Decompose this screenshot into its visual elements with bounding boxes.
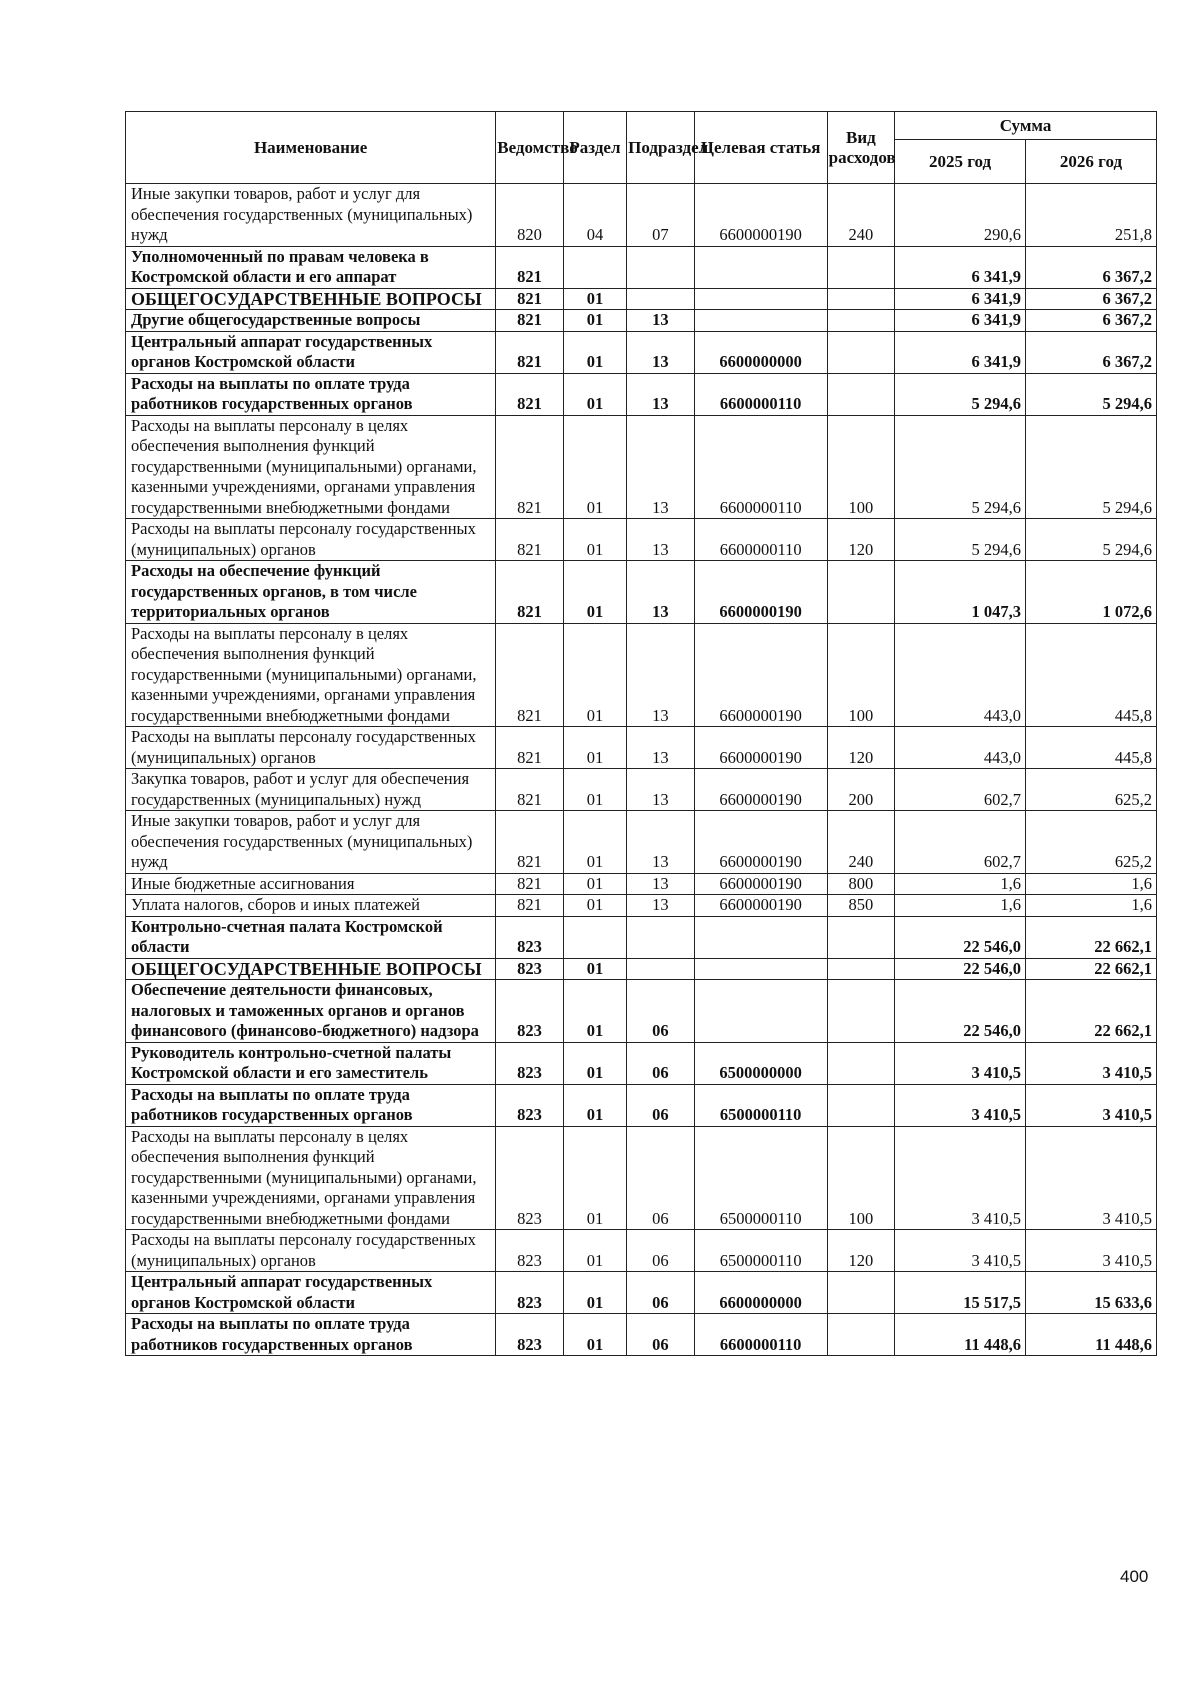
cell-vedomstvo: 821 — [496, 373, 564, 415]
cell-vedomstvo: 823 — [496, 916, 564, 958]
cell-vedomstvo: 821 — [496, 769, 564, 811]
cell-vid-raskhodov: 120 — [827, 727, 895, 769]
cell-tselevaya-statya: 6600000110 — [694, 373, 827, 415]
cell-podrazdel: 06 — [627, 1272, 695, 1314]
cell-vid-raskhodov: 850 — [827, 895, 895, 917]
cell-tselevaya-statya — [694, 980, 827, 1043]
cell-razdel: 01 — [563, 1084, 626, 1126]
table-row — [126, 811, 1157, 874]
table-row — [126, 310, 1157, 332]
cell-sum-2026: 3 410,5 — [1026, 1084, 1157, 1126]
cell-sum-2025: 1,6 — [895, 873, 1026, 895]
cell-tselevaya-statya: 6500000110 — [694, 1126, 827, 1230]
cell-tselevaya-statya: 6600000190 — [694, 561, 827, 624]
cell-razdel: 01 — [563, 561, 626, 624]
cell-tselevaya-statya: 6600000190 — [694, 811, 827, 874]
cell-vedomstvo: 821 — [496, 246, 564, 288]
cell-sum-2025: 6 341,9 — [895, 246, 1026, 288]
cell-razdel: 01 — [563, 310, 626, 332]
cell-name: Другие общегосударственные вопросы — [126, 310, 496, 332]
cell-vedomstvo: 823 — [496, 1084, 564, 1126]
cell-tselevaya-statya: 6600000110 — [694, 415, 827, 519]
cell-vedomstvo: 821 — [496, 623, 564, 727]
cell-tselevaya-statya: 6600000110 — [694, 519, 827, 561]
table-row — [126, 184, 1157, 247]
cell-podrazdel: 13 — [627, 373, 695, 415]
cell-razdel: 01 — [563, 623, 626, 727]
cell-sum-2026: 5 294,6 — [1026, 415, 1157, 519]
table-row — [126, 980, 1157, 1043]
cell-podrazdel: 06 — [627, 1230, 695, 1272]
cell-razdel: 01 — [563, 1230, 626, 1272]
cell-razdel: 01 — [563, 873, 626, 895]
table-row — [126, 769, 1157, 811]
cell-sum-2026: 5 294,6 — [1026, 519, 1157, 561]
cell-tselevaya-statya — [694, 310, 827, 332]
cell-podrazdel: 13 — [627, 873, 695, 895]
cell-sum-2025: 1 047,3 — [895, 561, 1026, 624]
cell-podrazdel: 13 — [627, 727, 695, 769]
cell-razdel: 01 — [563, 288, 626, 310]
cell-sum-2025: 3 410,5 — [895, 1230, 1026, 1272]
cell-razdel: 01 — [563, 769, 626, 811]
cell-vedomstvo: 823 — [496, 1230, 564, 1272]
cell-tselevaya-statya: 6500000110 — [694, 1230, 827, 1272]
cell-vid-raskhodov — [827, 561, 895, 624]
header-year-2026: 2026 год — [1026, 140, 1157, 184]
cell-tselevaya-statya: 6600000190 — [694, 727, 827, 769]
cell-vid-raskhodov: 100 — [827, 415, 895, 519]
header-vid-raskhodov: Вид расходов — [827, 112, 895, 184]
cell-sum-2026: 5 294,6 — [1026, 373, 1157, 415]
cell-razdel: 04 — [563, 184, 626, 247]
cell-vid-raskhodov — [827, 373, 895, 415]
cell-sum-2025: 3 410,5 — [895, 1126, 1026, 1230]
cell-sum-2025: 5 294,6 — [895, 415, 1026, 519]
cell-vedomstvo: 821 — [496, 873, 564, 895]
cell-podrazdel: 13 — [627, 623, 695, 727]
cell-vid-raskhodov — [827, 246, 895, 288]
table-row — [126, 958, 1157, 980]
cell-name: ОБЩЕГОСУДАРСТВЕННЫЕ ВОПРОСЫ — [126, 958, 496, 980]
table-body — [126, 184, 1157, 1356]
cell-name: Расходы на обеспечение функций государственных органов, в том числе территориальных органов — [126, 561, 496, 624]
cell-vid-raskhodov: 240 — [827, 184, 895, 247]
cell-podrazdel: 13 — [627, 331, 695, 373]
cell-sum-2025: 290,6 — [895, 184, 1026, 247]
cell-vedomstvo: 821 — [496, 561, 564, 624]
cell-name: Расходы на выплаты персоналу государственных (муниципальных) органов — [126, 727, 496, 769]
cell-podrazdel: 13 — [627, 769, 695, 811]
cell-vid-raskhodov: 240 — [827, 811, 895, 874]
cell-sum-2025: 6 341,9 — [895, 288, 1026, 310]
table-row — [126, 288, 1157, 310]
cell-name: Расходы на выплаты по оплате труда работников государственных органов — [126, 1314, 496, 1356]
cell-vedomstvo: 820 — [496, 184, 564, 247]
cell-vid-raskhodov: 800 — [827, 873, 895, 895]
table-row — [126, 519, 1157, 561]
cell-razdel: 01 — [563, 415, 626, 519]
cell-sum-2025: 3 410,5 — [895, 1042, 1026, 1084]
cell-tselevaya-statya — [694, 958, 827, 980]
cell-podrazdel: 06 — [627, 1126, 695, 1230]
cell-vedomstvo: 821 — [496, 331, 564, 373]
cell-tselevaya-statya: 6600000110 — [694, 1314, 827, 1356]
cell-vid-raskhodov: 120 — [827, 1230, 895, 1272]
cell-vid-raskhodov: 100 — [827, 623, 895, 727]
table-row — [126, 1230, 1157, 1272]
cell-razdel: 01 — [563, 895, 626, 917]
cell-sum-2026: 445,8 — [1026, 623, 1157, 727]
cell-razdel: 01 — [563, 1314, 626, 1356]
cell-sum-2026: 6 367,2 — [1026, 331, 1157, 373]
cell-razdel — [563, 916, 626, 958]
cell-vid-raskhodov — [827, 1314, 895, 1356]
cell-tselevaya-statya: 6500000000 — [694, 1042, 827, 1084]
cell-tselevaya-statya: 6600000000 — [694, 1272, 827, 1314]
budget-table — [125, 111, 1157, 1356]
cell-vedomstvo: 823 — [496, 1272, 564, 1314]
cell-vid-raskhodov: 100 — [827, 1126, 895, 1230]
cell-podrazdel: 06 — [627, 1084, 695, 1126]
table-row — [126, 561, 1157, 624]
table-row — [126, 1126, 1157, 1230]
cell-podrazdel — [627, 246, 695, 288]
header-podrazdel: Подраздел — [627, 112, 695, 184]
cell-name: Расходы на выплаты персоналу в целях обеспечения выполнения функций государственными (муниципальными) органами, казенными учреждениями, органами управления государственными внебюджетными фондами — [126, 1126, 496, 1230]
cell-vedomstvo: 821 — [496, 519, 564, 561]
cell-vedomstvo: 823 — [496, 1314, 564, 1356]
cell-name: Расходы на выплаты персоналу в целях обеспечения выполнения функций государственными (муниципальными) органами, казенными учреждениями, органами управления государственными внебюджетными фондами — [126, 415, 496, 519]
cell-vid-raskhodov — [827, 331, 895, 373]
header-summa: Сумма — [895, 112, 1157, 140]
table-row — [126, 623, 1157, 727]
header-razdel: Раздел — [563, 112, 626, 184]
cell-sum-2026: 1 072,6 — [1026, 561, 1157, 624]
cell-tselevaya-statya: 6600000190 — [694, 895, 827, 917]
cell-name: Расходы на выплаты персоналу в целях обеспечения выполнения функций государственными (муниципальными) органами, казенными учреждениями, органами управления государственными внебюджетными фондами — [126, 623, 496, 727]
page-number: 400 — [1120, 1567, 1149, 1586]
cell-vedomstvo: 821 — [496, 288, 564, 310]
cell-sum-2026: 22 662,1 — [1026, 916, 1157, 958]
cell-vedomstvo: 823 — [496, 1126, 564, 1230]
cell-sum-2026: 3 410,5 — [1026, 1042, 1157, 1084]
cell-name: Уполномоченный по правам человека в Костромской области и его аппарат — [126, 246, 496, 288]
cell-sum-2026: 6 367,2 — [1026, 246, 1157, 288]
table-row — [126, 916, 1157, 958]
cell-tselevaya-statya: 6500000110 — [694, 1084, 827, 1126]
table-row — [126, 331, 1157, 373]
cell-sum-2025: 22 546,0 — [895, 980, 1026, 1043]
header-year-2025: 2025 год — [895, 140, 1026, 184]
cell-podrazdel — [627, 288, 695, 310]
cell-tselevaya-statya — [694, 288, 827, 310]
cell-sum-2025: 15 517,5 — [895, 1272, 1026, 1314]
cell-podrazdel: 06 — [627, 1042, 695, 1084]
cell-sum-2026: 22 662,1 — [1026, 980, 1157, 1043]
table-row — [126, 373, 1157, 415]
cell-razdel: 01 — [563, 1272, 626, 1314]
cell-tselevaya-statya: 6600000190 — [694, 623, 827, 727]
cell-razdel — [563, 246, 626, 288]
table-row — [126, 415, 1157, 519]
cell-sum-2026: 6 367,2 — [1026, 288, 1157, 310]
cell-sum-2026: 445,8 — [1026, 727, 1157, 769]
cell-podrazdel: 13 — [627, 415, 695, 519]
cell-sum-2026: 11 448,6 — [1026, 1314, 1157, 1356]
cell-name: ОБЩЕГОСУДАРСТВЕННЫЕ ВОПРОСЫ — [126, 288, 496, 310]
cell-sum-2026: 15 633,6 — [1026, 1272, 1157, 1314]
cell-sum-2026: 625,2 — [1026, 811, 1157, 874]
cell-tselevaya-statya — [694, 916, 827, 958]
table-row — [126, 246, 1157, 288]
cell-name: Обеспечение деятельности финансовых, налоговых и таможенных органов и органов финансового (финансово-бюджетного) надзора — [126, 980, 496, 1043]
cell-vedomstvo: 821 — [496, 895, 564, 917]
cell-tselevaya-statya — [694, 246, 827, 288]
cell-tselevaya-statya: 6600000190 — [694, 873, 827, 895]
cell-razdel: 01 — [563, 331, 626, 373]
cell-tselevaya-statya: 6600000000 — [694, 331, 827, 373]
table-row — [126, 1272, 1157, 1314]
cell-sum-2025: 6 341,9 — [895, 310, 1026, 332]
cell-sum-2025: 443,0 — [895, 727, 1026, 769]
cell-podrazdel: 13 — [627, 561, 695, 624]
cell-podrazdel: 13 — [627, 895, 695, 917]
cell-podrazdel: 13 — [627, 310, 695, 332]
cell-sum-2025: 5 294,6 — [895, 519, 1026, 561]
header-tselevaya-statya: Целевая статья — [694, 112, 827, 184]
cell-name: Расходы на выплаты персоналу государственных (муниципальных) органов — [126, 519, 496, 561]
cell-podrazdel: 06 — [627, 980, 695, 1043]
cell-vedomstvo: 821 — [496, 727, 564, 769]
cell-podrazdel: 07 — [627, 184, 695, 247]
cell-vedomstvo: 821 — [496, 310, 564, 332]
table-row — [126, 1042, 1157, 1084]
cell-vid-raskhodov — [827, 288, 895, 310]
cell-sum-2026: 1,6 — [1026, 873, 1157, 895]
cell-vid-raskhodov — [827, 916, 895, 958]
cell-name: Иные закупки товаров, работ и услуг для обеспечения государственных (муниципальных) нужд — [126, 811, 496, 874]
cell-vedomstvo: 823 — [496, 980, 564, 1043]
cell-name: Уплата налогов, сборов и иных платежей — [126, 895, 496, 917]
table-row — [126, 1314, 1157, 1356]
cell-vid-raskhodov — [827, 980, 895, 1043]
cell-name: Расходы на выплаты персоналу государственных (муниципальных) органов — [126, 1230, 496, 1272]
cell-razdel: 01 — [563, 980, 626, 1043]
cell-name: Расходы на выплаты по оплате труда работников государственных органов — [126, 373, 496, 415]
cell-sum-2026: 6 367,2 — [1026, 310, 1157, 332]
cell-sum-2025: 1,6 — [895, 895, 1026, 917]
cell-tselevaya-statya: 6600000190 — [694, 184, 827, 247]
cell-sum-2025: 5 294,6 — [895, 373, 1026, 415]
cell-sum-2025: 443,0 — [895, 623, 1026, 727]
cell-sum-2026: 1,6 — [1026, 895, 1157, 917]
cell-razdel: 01 — [563, 1126, 626, 1230]
cell-sum-2025: 6 341,9 — [895, 331, 1026, 373]
cell-sum-2025: 11 448,6 — [895, 1314, 1026, 1356]
cell-razdel: 01 — [563, 811, 626, 874]
cell-name: Контрольно-счетная палата Костромской области — [126, 916, 496, 958]
cell-sum-2025: 602,7 — [895, 811, 1026, 874]
header-name: Наименование — [126, 112, 496, 184]
cell-name: Руководитель контрольно-счетной палаты Костромской области и его заместитель — [126, 1042, 496, 1084]
cell-razdel: 01 — [563, 519, 626, 561]
cell-tselevaya-statya: 6600000190 — [694, 769, 827, 811]
cell-sum-2026: 251,8 — [1026, 184, 1157, 247]
cell-name: Иные бюджетные ассигнования — [126, 873, 496, 895]
cell-vid-raskhodov: 120 — [827, 519, 895, 561]
table-row — [126, 1084, 1157, 1126]
cell-vedomstvo: 821 — [496, 415, 564, 519]
cell-sum-2026: 22 662,1 — [1026, 958, 1157, 980]
cell-name: Закупка товаров, работ и услуг для обеспечения государственных (муниципальных) нужд — [126, 769, 496, 811]
cell-podrazdel: 13 — [627, 811, 695, 874]
cell-razdel: 01 — [563, 373, 626, 415]
cell-podrazdel — [627, 958, 695, 980]
cell-razdel: 01 — [563, 727, 626, 769]
cell-sum-2025: 602,7 — [895, 769, 1026, 811]
cell-vid-raskhodov — [827, 1084, 895, 1126]
cell-sum-2025: 3 410,5 — [895, 1084, 1026, 1126]
cell-vid-raskhodov: 200 — [827, 769, 895, 811]
cell-sum-2026: 3 410,5 — [1026, 1126, 1157, 1230]
cell-razdel: 01 — [563, 1042, 626, 1084]
cell-podrazdel — [627, 916, 695, 958]
table-row — [126, 895, 1157, 917]
table-row — [126, 727, 1157, 769]
cell-vid-raskhodov — [827, 1042, 895, 1084]
cell-name: Центральный аппарат государственных органов Костромской области — [126, 331, 496, 373]
cell-vedomstvo: 821 — [496, 811, 564, 874]
cell-vedomstvo: 823 — [496, 1042, 564, 1084]
cell-sum-2026: 3 410,5 — [1026, 1230, 1157, 1272]
cell-vid-raskhodov — [827, 958, 895, 980]
cell-name: Центральный аппарат государственных органов Костромской области — [126, 1272, 496, 1314]
cell-vid-raskhodov — [827, 1272, 895, 1314]
cell-razdel: 01 — [563, 958, 626, 980]
cell-podrazdel: 13 — [627, 519, 695, 561]
cell-sum-2025: 22 546,0 — [895, 958, 1026, 980]
cell-vedomstvo: 823 — [496, 958, 564, 980]
cell-name: Иные закупки товаров, работ и услуг для обеспечения государственных (муниципальных) нужд — [126, 184, 496, 247]
header-vedomstvo: Ведомство — [496, 112, 564, 184]
cell-name: Расходы на выплаты по оплате труда работников государственных органов — [126, 1084, 496, 1126]
cell-sum-2025: 22 546,0 — [895, 916, 1026, 958]
cell-podrazdel: 06 — [627, 1314, 695, 1356]
table-row — [126, 873, 1157, 895]
cell-vid-raskhodov — [827, 310, 895, 332]
cell-sum-2026: 625,2 — [1026, 769, 1157, 811]
